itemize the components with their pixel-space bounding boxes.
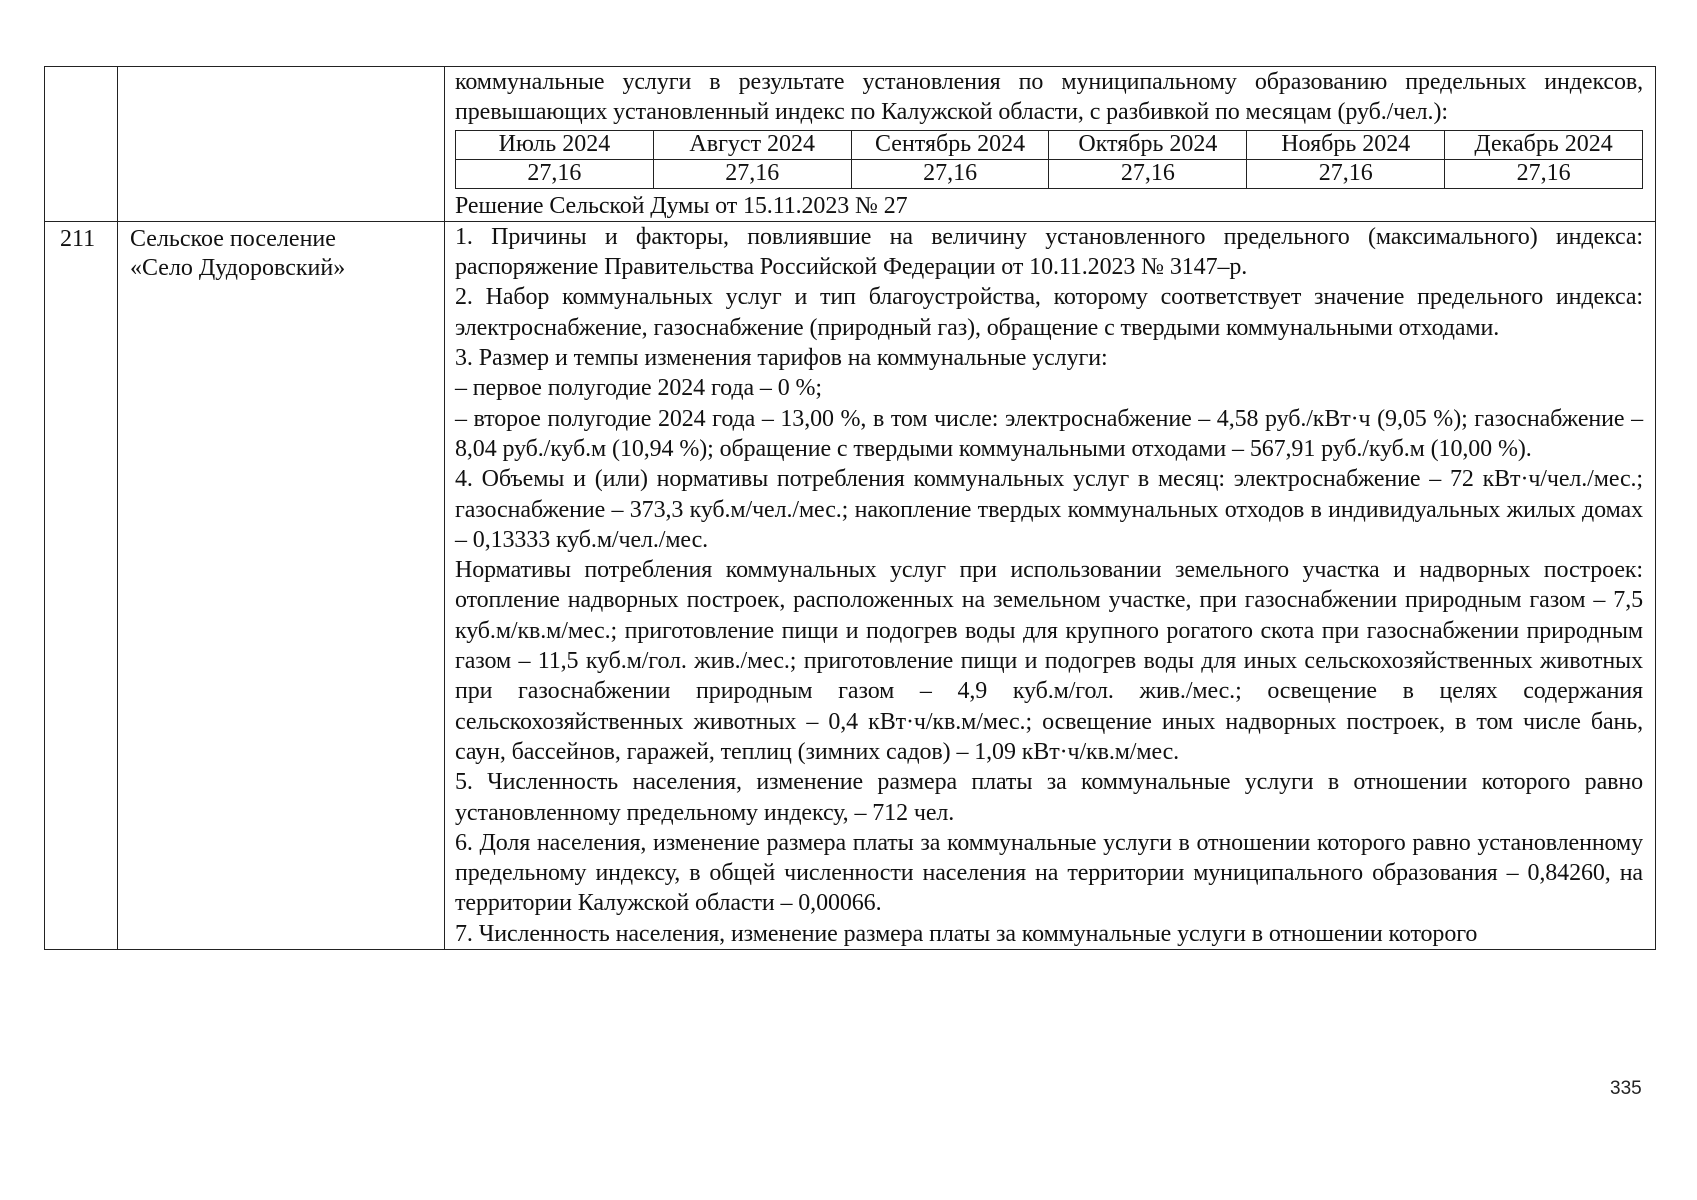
entry-name-cell — [118, 221, 445, 949]
entry-number-cell — [45, 221, 118, 949]
decision-reference: Решение Сельской Думы от 15.11.2023 № 27 — [455, 192, 908, 219]
entry-name — [118, 222, 444, 283]
name-cell-empty — [118, 67, 445, 222]
entry-row — [45, 221, 1656, 949]
monthly-index-table — [455, 130, 1643, 189]
value-cell: 27,16 — [851, 159, 1049, 188]
paragraph-tariffs-heading: 3. Размер и темпы изменения тарифов на коммунальные услуги: — [455, 345, 1108, 372]
paragraph-land-norms: Нормативы потребления коммунальных услуг при использовании земельного участка и надворных построек: отопление надворных построек, расположенных на земельном участке, при газоснабжении природным газом – 7,5 куб.м/кв.м/мес.; приготовление пищи и подогрев воды для крупного рогатого скота при газоснабжении природным газом – 11,5 куб.м/гол. жив./мес.; приготовление пищи и подогрев воды для иных сельскохозяйственных животных при газоснабжении природным газом – 4,9 куб.м/гол. жив./мес.; освещение в целях содержания сельскохозяйственных животных – 0,4 кВт·ч/кв.м/мес.; освещение иных надворных построек, в том числе бань, саун, бассейнов, гаражей, теплиц (зимних садов) – 1,09 кВт·ч/кв.м/мес. — [455, 557, 1643, 765]
paragraph-services-set: 2. Набор коммунальных услуг и тип благоустройства, которому соответствует значение предельного индекса: электроснабжение, газоснабжение (природный газ), обращение с твердыми коммунальными отходами. — [455, 284, 1643, 341]
paragraph-population: 5. Численность населения, изменение размера платы за коммунальные услуги в отношении которого равно установленному предельному индексу, – 712 чел. — [455, 769, 1643, 826]
paragraph-population-cut: 7. Численность населения, изменение размера платы за коммунальные услуги в отношении которого — [455, 920, 1478, 947]
month-cell: Июль 2024 — [456, 130, 654, 159]
month-cell: Октябрь 2024 — [1049, 130, 1247, 159]
month-header-row — [456, 130, 1643, 159]
continuation-row — [45, 67, 1656, 222]
month-cell: Ноябрь 2024 — [1247, 130, 1445, 159]
continuation-content-cell — [445, 67, 1656, 222]
continuation-text: коммунальные услуги в результате установления по муниципальному образованию предельных индексов, превышающих установленный индекс по Калужской области, с разбивкой по месяцам (руб./чел.): — [455, 69, 1643, 126]
paragraph-second-half: – второе полугодие 2024 года – 13,00 %, в том числе: электроснабжение – 4,58 руб./кВт·ч (9,05 %); газоснабжение – 8,04 руб./куб.м (10,94 %); обращение с твердыми коммунальными отходами – 567,91 руб./куб.м (10,00 %). — [455, 405, 1643, 462]
value-cell: 27,16 — [456, 159, 654, 188]
paragraph-population-share: 6. Доля населения, изменение размера платы за коммунальные услуги в отношении которого равно установленному предельному индексу, в общей численности населения на территории муниципального образования – 0,84260, на территории Калужской области – 0,00066. — [455, 829, 1643, 917]
paragraph-reasons: 1. Причины и факторы, повлиявшие на величину установленного предельного (максимального) индекса: распоряжение Правительства Российской Федерации от 10.11.2023 № 3147–р. — [455, 223, 1643, 281]
value-cell: 27,16 — [1445, 159, 1643, 188]
month-value-row — [456, 159, 1643, 188]
entry-name-line1: Сельское поселение — [130, 225, 336, 252]
month-cell: Сентябрь 2024 — [851, 130, 1049, 159]
number-cell-empty — [45, 67, 118, 222]
paragraph-volumes: 4. Объемы и (или) нормативы потребления коммунальных услуг в месяц: электроснабжение – 72 кВт·ч/чел./мес.; газоснабжение – 373,3 куб.м/чел./мес.; накопление твердых коммунальных отходов в индивидуальных жилых домах – 0,13333 куб.м/чел./мес. — [455, 466, 1643, 553]
month-cell: Август 2024 — [653, 130, 851, 159]
month-cell: Декабрь 2024 — [1445, 130, 1643, 159]
entry-name-line2: «Село Дудоровский» — [130, 254, 346, 281]
value-cell: 27,16 — [1049, 159, 1247, 188]
value-cell: 27,16 — [653, 159, 851, 188]
entry-number: 211 — [60, 225, 96, 252]
paragraph-first-half: – первое полугодие 2024 года – 0 %; — [455, 375, 822, 402]
page-number: 335 — [1610, 1078, 1642, 1099]
main-table — [44, 66, 1656, 950]
value-cell: 27,16 — [1247, 159, 1445, 188]
entry-content-cell — [445, 221, 1656, 949]
